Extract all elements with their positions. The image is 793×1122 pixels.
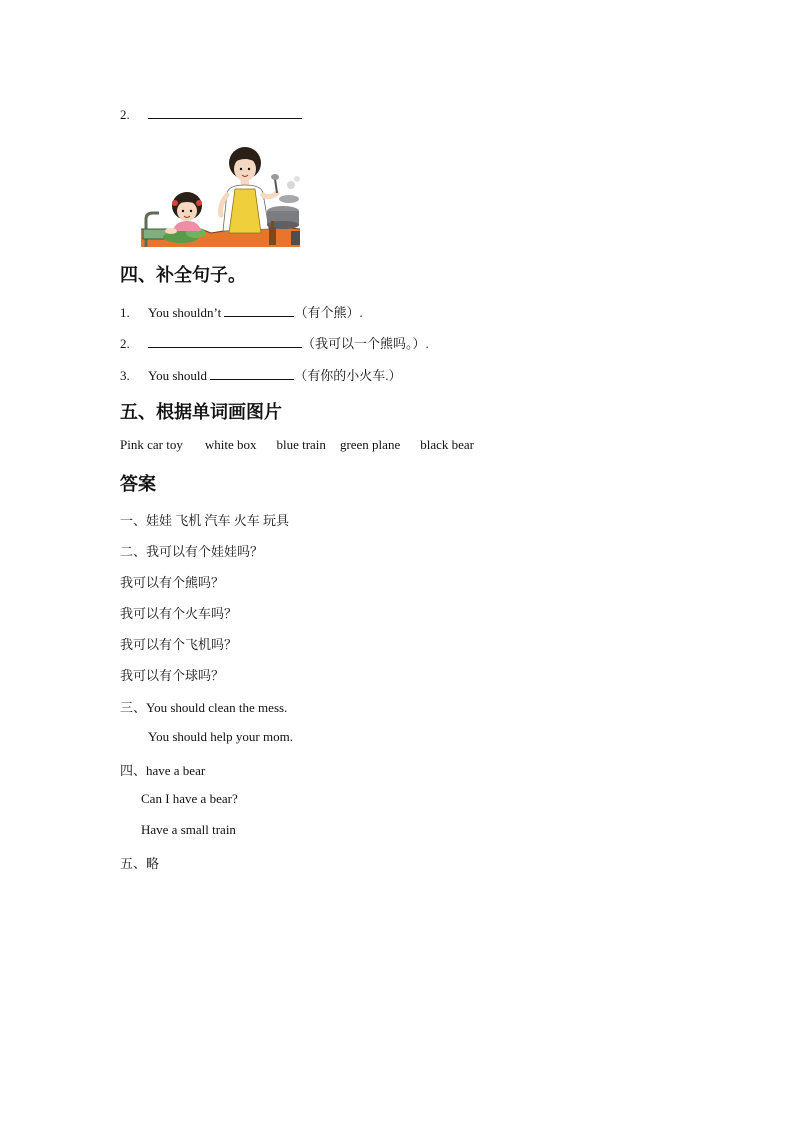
section-5-heading: 五、根据单词画图片 (120, 402, 282, 423)
fill-sentence-1 (120, 302, 363, 321)
answer-line: 五、略 (120, 856, 160, 871)
sentence-hint: （有个熊）. (294, 305, 363, 320)
answer-line: You should help your mom. (148, 729, 293, 744)
kitchen-illustration (141, 133, 300, 247)
answer-line: 四、have a bear (120, 763, 206, 778)
sentence-prefix: You shouldn’t (148, 305, 225, 320)
item-number: 3. (120, 368, 130, 383)
answer-line: 三、You should clean the mess. (120, 700, 288, 715)
section-4-heading: 四、补全句子。 (120, 265, 246, 286)
answer-line: 一、娃娃 飞机 汽车 火车 玩具 (120, 513, 290, 528)
fill-sentence-3 (120, 365, 402, 384)
question-2-line (120, 106, 302, 123)
word-item: Pink car toy (120, 437, 183, 452)
answers-heading: 答案 (120, 474, 156, 495)
word-item: white box (204, 437, 257, 452)
word-item: green plane (339, 437, 401, 452)
answer-blank[interactable] (148, 335, 302, 348)
sentence-prefix: You should (148, 368, 211, 383)
answer-line: 我可以有个火车吗？ (120, 606, 238, 621)
word-item: black bear (420, 437, 474, 452)
answer-blank[interactable] (210, 367, 294, 380)
answer-line: 我可以有个飞机吗？ (120, 637, 238, 652)
fill-sentence-2 (120, 333, 429, 352)
word-item: blue train (276, 437, 326, 452)
answer-line: 我可以有个熊吗？ (120, 575, 225, 590)
answer-line: Have a small train (141, 822, 236, 837)
answer-line: 二、我可以有个娃娃吗？ (120, 544, 264, 559)
item-number: 2. (120, 336, 130, 351)
sentence-hint: （有你的小火车.） (294, 368, 402, 383)
question-number: 2. (120, 107, 130, 122)
sentence-hint: （我可以一个熊吗。）. (302, 336, 429, 351)
answer-blank[interactable] (148, 106, 302, 119)
answer-blank[interactable] (224, 304, 294, 317)
draw-word-list (120, 437, 474, 453)
answer-line: Can I have a bear? (141, 791, 238, 806)
answer-line: 我可以有个球吗？ (120, 668, 225, 683)
item-number: 1. (120, 305, 130, 320)
